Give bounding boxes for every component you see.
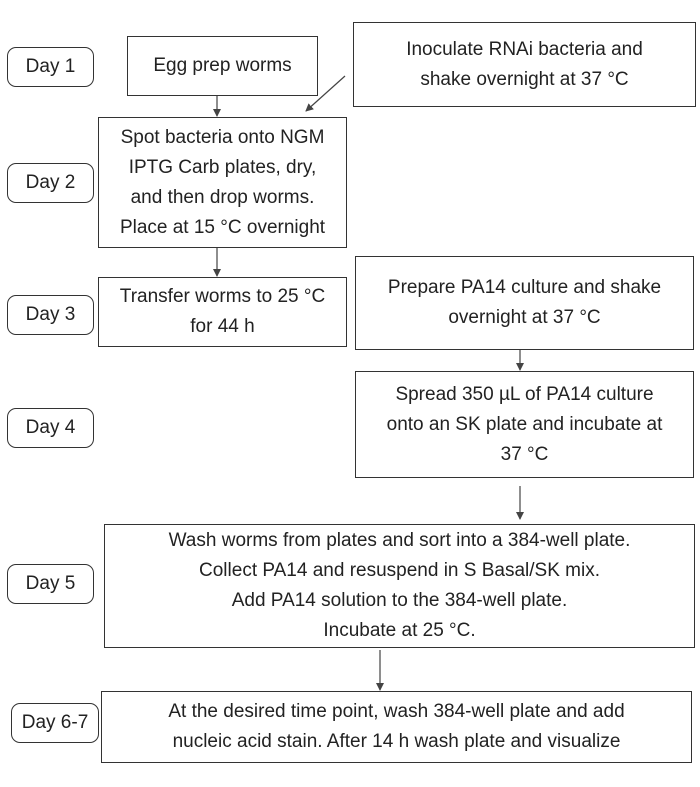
inoculate-line-2: shake overnight at 37 °C bbox=[420, 68, 629, 90]
wash-line-3: Add PA14 solution to the 384-well plate. bbox=[231, 590, 568, 611]
stain-line-1: At the desired time point, wash 384-well plate and add bbox=[168, 701, 625, 722]
prepare-line-2: overnight at 37 °C bbox=[448, 307, 601, 328]
wash-sort-box bbox=[104, 524, 695, 648]
day-6-7-label: Day 6-7 bbox=[11, 703, 99, 743]
spot-line-3: and then drop worms. bbox=[130, 186, 315, 208]
spot-line-2: IPTG Carb plates, dry, bbox=[128, 156, 317, 178]
inoculate-line-1: Inoculate RNAi bacteria and bbox=[406, 38, 643, 60]
wash-line-4: Incubate at 25 °C. bbox=[323, 620, 476, 641]
day-1-label: Day 1 bbox=[7, 47, 94, 87]
spread-line-1: Spread 350 µL of PA14 culture bbox=[395, 383, 654, 405]
day-4-label: Day 4 bbox=[7, 408, 94, 448]
prepare-pa14-box bbox=[355, 256, 694, 350]
day-3-label: Day 3 bbox=[7, 295, 94, 335]
spot-line-1: Spot bacteria onto NGM bbox=[120, 126, 325, 148]
stain-line-2: nucleic acid stain. After 14 h wash plate and visualize bbox=[172, 731, 621, 752]
inoculate-box bbox=[353, 22, 696, 107]
day-5-label: Day 5 bbox=[7, 564, 94, 604]
spread-line-3: 37 °C bbox=[500, 443, 549, 465]
spread-pa14-box bbox=[355, 371, 694, 478]
spot-bacteria-box bbox=[98, 117, 347, 248]
spread-line-2: onto an SK plate and incubate at bbox=[386, 413, 663, 435]
egg-prep-line-1: Egg prep worms bbox=[153, 55, 292, 76]
transfer-line-2: for 44 h bbox=[190, 316, 255, 337]
stain-visualize-box bbox=[101, 691, 692, 763]
egg-prep-box bbox=[127, 36, 318, 96]
prepare-line-1: Prepare PA14 culture and shake bbox=[387, 277, 662, 298]
transfer-worms-box bbox=[98, 277, 347, 347]
wash-line-1: Wash worms from plates and sort into a 384-well plate. bbox=[168, 530, 631, 551]
spot-line-4: Place at 15 °C overnight bbox=[119, 216, 326, 238]
wash-line-2: Collect PA14 and resuspend in S Basal/SK mix. bbox=[199, 560, 600, 581]
day-2-label: Day 2 bbox=[7, 163, 94, 203]
transfer-line-1: Transfer worms to 25 °C bbox=[119, 286, 326, 307]
